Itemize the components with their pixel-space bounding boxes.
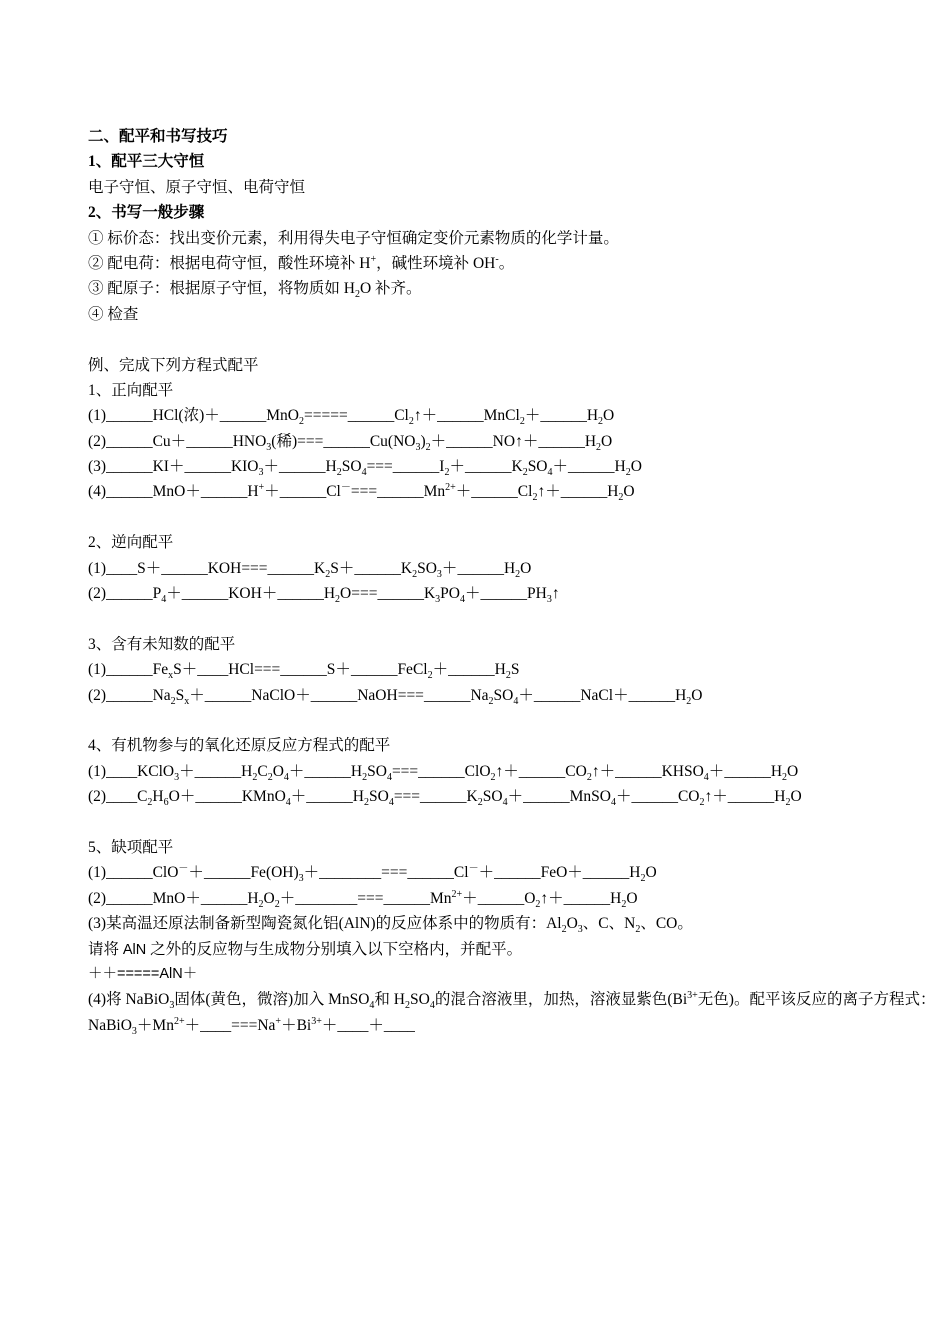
equation-4-1: $(1)\_\_\_\_KClO_3+\_\_\_\_\_\_H_2C_2O_4+\_\_\_\_\_\_H_2SO_4===\_\_\_\_\_\_ClO_2↑+\_\_\_\_\_\_CO_2↑+\_\_\_\_\_\_KHSO_4+\_\_\_\_\_\_H_2O$ — [88, 762, 799, 783]
sec1-title: 1、配平三大守恒 — [88, 153, 205, 171]
question-5-4-equation: $NaBiO_3+Mn^{2+}+\_\_\_\_===Na^++Bi^{3+}+\_\_\_\_+\_\_\_\_$ — [88, 1015, 415, 1037]
equation-4-2: $(2)\_\_\_\_C_2H_6O+\_\_\_\_\_\_KMnO_4+\_\_\_\_\_\_H_2SO_4===\_\_\_\_\_\_K_2SO_4+\_\_\_\_\_\_MnSO_4+\_\_\_\_\_\_CO_2↑+\_\_\_\_\_\_H_2O$ — [88, 788, 802, 809]
step-4: ④ 检查 — [88, 305, 139, 323]
equation-3-1: $(1)\_\_\_\_\_\_Fe_xS+\_\_\_\_HCl===\_\_\_\_\_\_S+\_\_\_\_\_\_FeCl_2+\_\_\_\_\_\_H_2S$ — [88, 661, 520, 682]
part1-title: 1、正向配平 — [88, 381, 174, 399]
equation-1-3: $(3)\_\_\_\_\_\_KI+\_\_\_\_\_\_KIO_3+\_\_\_\_\_\_H_2SO_4===\_\_\_\_\_\_I_2+\_\_\_\_\_\_K_2SO_4+\_\_\_\_\_\_H_2O$ — [88, 458, 642, 479]
equation-2-2: $(2)\_\_\_\_\_\_P_4+\_\_\_\_\_\_KOH+\_\_\_\_\_\_H_2O===\_\_\_\_\_\_K_3PO_4+\_\_\_\_\_\_PH_3↑$ — [88, 585, 560, 606]
equation-1-1: (1)______HCl(浓)$+\_\_\_\_\_\_MnO_2=====\_\_\_\_\_\_Cl_2↑+\_\_\_\_\_\_MnCl_2+\_\_\_\_\_\_H_2O$ — [88, 407, 615, 428]
question-5-3-equation: ＋＋=====AlN＋ — [88, 965, 198, 982]
example-title: 例、完成下列方程式配平 — [88, 356, 259, 374]
equation-5-2: $(2)\_\_\_\_\_\_MnO+\_\_\_\_\_\_H_2O_2+\_\_\_\_\_\_\_\_===\_\_\_\_\_\_Mn^{2+}+\_\_\_\_\_\_O_2↑+\_\_\_\_\_\_H_2O$ — [88, 888, 638, 910]
sec1-text: 电子守恒、原子守恒、电荷守恒 — [88, 178, 306, 196]
question-5-4-line1: (4)将 NaBiO$_3$固体(黄色，微溶)加入 MnSO$_4$和 $H_2SO_4$的混合溶液里，加热，溶液显紫色($Bi^{3+}$无色)。配平该反应的离子方程式： — [88, 990, 936, 1012]
equation-5-1: $(1)\_\_\_\_\_\_ClO^-+\_\_\_\_\_\_Fe(OH)_3+\_\_\_\_\_\_\_\_===\_\_\_\_\_\_Cl^-+\_\_\_\_\_\_FeO+\_\_\_\_\_\_H_2O$ — [88, 863, 657, 885]
equation-3-2: $(2)\_\_\_\_\_\_Na_2S_x+\_\_\_\_\_\_NaClO+\_\_\_\_\_\_NaOH===\_\_\_\_\_\_Na_2SO_4+\_\_\_\_\_\_NaCl+\_\_\_\_\_\_H_2O$ — [88, 686, 703, 707]
part3-title: 3、含有未知数的配平 — [88, 635, 236, 653]
part5-title: 5、缺项配平 — [88, 838, 174, 856]
step-2: ② 配电荷：根据电荷守恒，酸性环境补 H+，碱性环境补 OH-。 — [88, 253, 515, 272]
equation-2-1: $(1)\_\_\_\_S+\_\_\_\_\_\_KOH===\_\_\_\_\_\_K_2S+\_\_\_\_\_\_K_2SO_3+\_\_\_\_\_\_H_2O$ — [88, 559, 532, 580]
equation-1-2: $(2)\_\_\_\_\_\_Cu+\_\_\_\_\_\_HNO_3$(稀)$===\_\_\_\_\_\_Cu(NO_3)_2+\_\_\_\_\_\_NO↑+\_\_\_\_\_\_H_2O$ — [88, 432, 613, 453]
part2-title: 2、逆向配平 — [88, 534, 174, 552]
sec2-title: 2、书写一般步骤 — [88, 204, 205, 222]
document-page — [88, 124, 936, 1038]
part4-title: 4、有机物参与的氧化还原反应方程式的配平 — [88, 737, 391, 755]
step-1: ① 标价态：找出变价元素，利用得失电子守恒确定变价元素物质的化学计量。 — [88, 229, 619, 247]
question-5-3-line2: 请将 AlN 之外的反应物与生成物分别填入以下空格内，并配平。 — [88, 940, 523, 958]
step-3: ③ 配原子：根据原子守恒，将物质如 $H_2O$ 补齐。 — [88, 280, 422, 301]
question-5-3-line1: (3)某高温还原法制备新型陶瓷氮化铝(AlN)的反应体系中的物质有：$Al_2O_3$、C、$N_2$、CO。 — [88, 915, 693, 936]
equation-1-4: $(4)\_\_\_\_\_\_MnO+\_\_\_\_\_\_H^++\_\_\_\_\_\_Cl^-===\_\_\_\_\_\_Mn^{2+}+\_\_\_\_\_\_Cl_2↑+\_\_\_\_\_\_H_2O$ — [88, 482, 635, 504]
section-heading: 二、配平和书写技巧 — [88, 128, 228, 145]
